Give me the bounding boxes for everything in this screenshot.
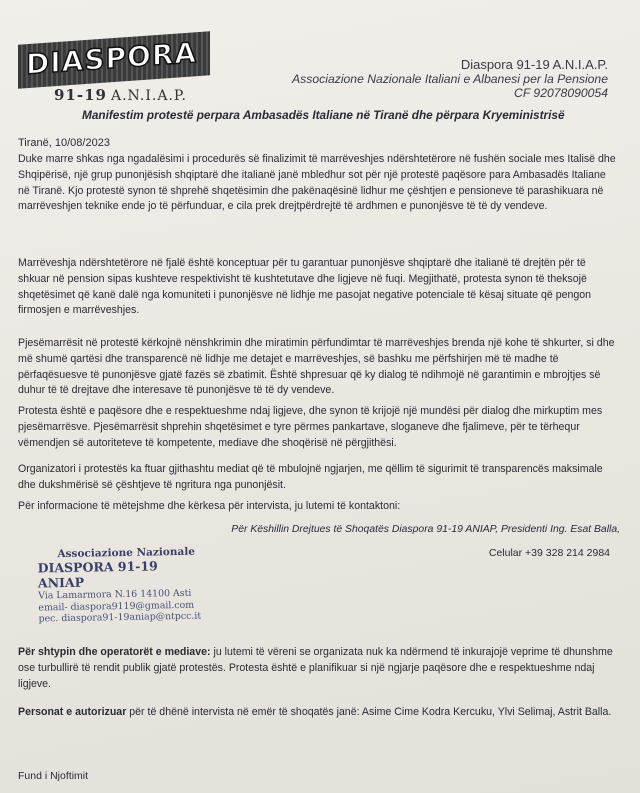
logo-subtitle <box>54 86 187 104</box>
stamp-email: email- diaspora9119@gmail.com <box>38 599 195 613</box>
paragraph-5: Organizatori i protestës ka ftuar gjithashtu mediat që të mbulojnë ngjarjen, me qëllim të sigurimit të transparencës maksimale dhe dukshmërisë së çështjeve të ngritura nga punonjësit. <box>18 463 603 491</box>
press-note <box>18 645 618 692</box>
paragraph-1: Duke marre shkas nga ngadalësimi i procedurës së finalizimit të marrëveshjes ndërshtetërore në fushën sociale mes Italisë dhe Shqipërisë, një grup punonjësish shqiptarë dhe italianë janë mbledhur sot për një protestë paqësore para Ambasadës Italiane në Tiranë. Kjo protestë synon të shprehë shqetësimin dhe pakënaqësinë lidhur me çështjen e pensioneve të parashikuara në marrëveshjen teknike ende jo të përfunduar, e cila prek drejtpërdrejtë të ardhmen e punonjësve të të dy vendeve. <box>18 153 616 213</box>
org-fiscal-code: CF 92078090054 <box>514 86 608 100</box>
paragraph-2: Marrëveshja ndërshtetërore në fjalë është konceptuar për tu garantuar punonjësve shqiptarë dhe italianë të drejtën për të shkuar në pension sipas kushteve respektivisht të kushtetutave dhe ligjeve në fuqi. Megjithatë, protesta synon të theksojë shqetësimet që kanë dalë nga komuniteti i punonjësve në lidhje me pasojat negative potenciale të kësaj situate që pengon firmosjen e marrëveshjes. <box>18 257 592 317</box>
org-name: Associazione Nazionale Italiani e Albanesi per la Pensione <box>292 72 608 86</box>
stamp-line-2: DIASPORA 91-19 ANIAP <box>37 558 158 591</box>
logo-wordmark: DIASPORA <box>26 36 198 81</box>
authorized-text: për të dhënë intervista në emër të shoqatës janë: Asime Cime Kodra Kercuku, Ylvi Selimaj, Astrit Balla. <box>126 706 612 718</box>
letterhead-org-info <box>288 58 608 100</box>
stamp-line-1: Associazione Nazionale <box>57 545 196 561</box>
diaspora-logo <box>18 38 210 104</box>
stamp-pec: pec. diaspora91-19aniap@ntpcc.it <box>38 610 202 625</box>
document-footer: Fund i Njoftimit <box>18 770 89 782</box>
logo-acronym: A.N.I.A.P. <box>110 88 187 104</box>
press-note-text: ju lutemi të vëreni se organizata nuk ka ndërmend të inkurajojë veprime të dhunshme ose turbullirë të rendit publik gjatë protestës. Protesta është e planifikuar si një ngjarje paqësore dhe e respektueshme ndaj ligjeve. <box>18 646 613 690</box>
org-code: Diaspora 91-19 A.N.I.A.P. <box>460 57 608 72</box>
signature-line: Për Këshillin Drejtues të Shoqatës Diaspora 91-19 ANIAP, Presidenti Ing. Esat Balla, <box>231 524 620 535</box>
paragraph-4: Protesta është e paqësore dhe e respektueshme ndaj ligjeve, dhe synon të krijojë një mundësi për dialog dhe mirkuptim mes pjesëmarrësve. Pjesëmarrësit shprehin shqetësimet e tyre përmes pankartave, sloganeve dhe fjalimeve, për te tërhequr vëmendjen së autoriteteve të kompetente, mediave dhe shoqërisë në përgjithësi. <box>18 405 603 449</box>
document-headline: Manifestim protestë perpara Ambasadës Italiane në Tiranë dhe përpara Kryeministrisë <box>82 108 565 122</box>
association-stamp <box>37 546 208 625</box>
press-note-label: Për shtypin dhe operatorët e mediave: <box>18 646 211 658</box>
authorized-label: Personat e autorizuar <box>18 706 127 718</box>
paragraph-6: Për informacione të mëtejshme dhe kërkesa për intervista, ju lutemi të kontaktoni: <box>18 500 401 512</box>
paragraph-3: Pjesëmarrësit në protestë kërkojnë nënshkrimin dhe miratimin përfundimtar të marrëveshjes brenda një kohe të shkurter, si dhe më shumë qartësi dhe transparencë në lidhje me detajet e marrëveshjes, së bashku me përfshirjen më të madhe të përfaqësuesve të punonjësve gjatë fazës së zbatimit. Është shpresuar që ky dialog të ndihmojë në garantimin e mbrojtjes së duhur të të drejtave dhe interesave të punonjësve të të dy vendeve. <box>18 337 615 397</box>
authorized-persons <box>18 705 618 721</box>
document-date: Tiranë, 10/08/2023 <box>18 137 110 149</box>
logo-number: 91-19 <box>54 86 107 104</box>
stamp-address: Via Lamarmora N.16 14100 Asti <box>38 587 192 602</box>
cellphone-number: Celular +39 328 214 2984 <box>488 547 610 559</box>
